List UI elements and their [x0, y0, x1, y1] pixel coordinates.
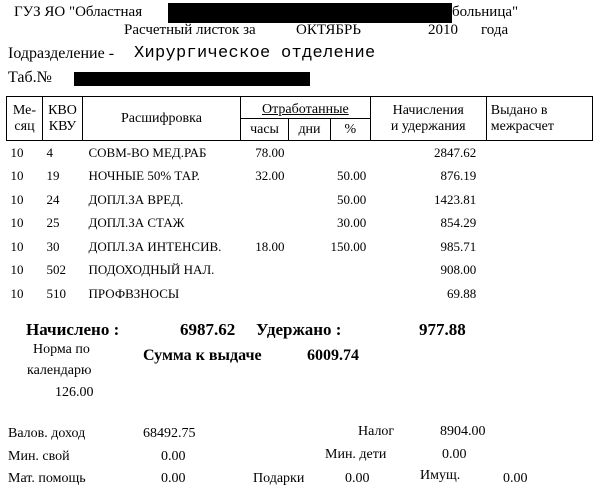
row-hours-cell: 32.00	[255, 168, 285, 184]
year-label: года	[481, 22, 509, 38]
tax-value: 8904.00	[440, 424, 486, 439]
row-days-cell	[289, 235, 331, 259]
row-days-cell	[289, 282, 331, 306]
col-worked-header: Отработанные	[241, 97, 371, 119]
table-row	[7, 212, 593, 236]
redacted-tab-number	[74, 72, 310, 86]
slip-year: 2010	[428, 22, 458, 38]
col-accrual-header: Начисления и удержания	[370, 97, 486, 141]
row-amount-cell: 2847.62	[434, 144, 477, 160]
property-value: 0.00	[503, 471, 528, 486]
payout-value: 6009.74	[307, 347, 359, 364]
department-value: Хирургическое отделение	[134, 44, 376, 63]
table-row	[7, 188, 593, 212]
row-paid-cell	[486, 188, 592, 212]
accrued-value: 6987.62	[180, 320, 236, 339]
row-percent-cell: 50.00	[337, 191, 367, 207]
row-amount-cell: 854.29	[440, 215, 477, 231]
row-percent-cell	[331, 259, 371, 283]
row-code-cell: 4	[46, 144, 53, 160]
row-amount-cell: 985.71	[440, 238, 477, 254]
row-paid-cell	[486, 282, 592, 306]
col-percent-header: %	[331, 119, 371, 141]
row-percent-cell	[331, 141, 371, 165]
min-children-value: 0.00	[442, 447, 467, 462]
table-row	[7, 259, 593, 283]
norm-label-line1: Норма по	[33, 342, 90, 357]
col-hours-header: часы	[241, 119, 289, 141]
withheld-value: 977.88	[419, 320, 466, 339]
row-description-cell: ДОПЛ.ЗА СТАЖ	[88, 215, 185, 231]
min-own-value: 0.00	[161, 449, 186, 464]
material-aid-label: Мат. помощь	[8, 471, 86, 486]
row-days-cell	[289, 165, 331, 189]
row-month-cell: 10	[10, 262, 24, 278]
row-description-cell: ПРОФВЗНОСЫ	[88, 285, 180, 301]
row-hours-cell	[241, 188, 289, 212]
row-month-cell: 10	[10, 285, 24, 301]
org-name-suffix: больница"	[452, 4, 519, 20]
row-description-cell: ДОПЛ.ЗА ВРЕД.	[88, 191, 184, 207]
gross-income-value: 68492.75	[143, 426, 196, 441]
col-paid-header: Выдано в межрасчет	[486, 97, 592, 141]
row-percent-cell: 150.00	[330, 238, 367, 254]
property-label: Имущ.	[420, 468, 461, 483]
redacted-org-name	[168, 3, 452, 23]
row-hours-cell: 18.00	[255, 238, 285, 254]
min-children-label: Мин. дети	[325, 447, 387, 462]
row-amount-cell: 1423.81	[434, 191, 477, 207]
row-code-cell: 30	[46, 238, 60, 254]
col-code-header: КВО КВУ	[43, 97, 83, 141]
row-amount-cell: 876.19	[440, 168, 477, 184]
row-days-cell	[289, 141, 331, 165]
row-paid-cell	[486, 141, 592, 165]
row-code-cell: 510	[46, 285, 66, 301]
payout-label: Сумма к выдаче	[143, 347, 262, 364]
row-percent-cell: 50.00	[337, 168, 367, 184]
row-hours-cell	[241, 212, 289, 236]
col-days-header: дни	[289, 119, 331, 141]
table-row	[7, 165, 593, 189]
row-paid-cell	[486, 165, 592, 189]
slip-month: ОКТЯБРЬ	[296, 22, 362, 38]
table-row	[7, 235, 593, 259]
row-days-cell	[289, 259, 331, 283]
row-description-cell: СОВМ-ВО МЕД.РАБ	[88, 144, 207, 160]
row-code-cell: 19	[46, 168, 60, 184]
row-month-cell: 10	[10, 144, 24, 160]
row-description-cell: НОЧНЫЕ 50% ТАР.	[88, 168, 200, 184]
row-month-cell: 10	[10, 168, 24, 184]
row-code-cell: 25	[46, 215, 60, 231]
row-description-cell: ПОДОХОДНЫЙ НАЛ.	[88, 262, 215, 278]
min-own-label: Мин. свой	[8, 449, 70, 464]
gross-income-label: Валов. доход	[8, 426, 86, 441]
row-amount-cell: 69.88	[447, 285, 477, 301]
table-row	[7, 282, 593, 306]
withheld-label: Удержано :	[256, 320, 342, 339]
row-month-cell: 10	[10, 238, 24, 254]
row-paid-cell	[486, 235, 592, 259]
table-row	[7, 141, 593, 165]
row-days-cell	[289, 212, 331, 236]
accrued-label: Начислено :	[26, 320, 120, 339]
gifts-label: Подарки	[253, 471, 305, 486]
row-code-cell: 502	[46, 262, 66, 278]
norm-label-line2: календарю	[27, 363, 92, 378]
row-percent-cell	[331, 282, 371, 306]
tab-number-label: Таб.№	[8, 69, 52, 86]
department-label: Iодразделение -	[8, 45, 115, 62]
row-days-cell	[289, 188, 331, 212]
org-name-prefix: ГУЗ ЯО "Областная	[14, 4, 143, 20]
row-amount-cell: 908.00	[440, 262, 477, 278]
row-code-cell: 24	[46, 191, 60, 207]
row-paid-cell	[486, 259, 592, 283]
row-hours-cell	[241, 282, 289, 306]
slip-label: Расчетный листок за	[124, 22, 256, 38]
row-percent-cell: 30.00	[337, 215, 367, 231]
norm-value: 126.00	[55, 385, 94, 400]
gifts-value: 0.00	[345, 471, 370, 486]
payroll-table	[6, 96, 593, 306]
col-month-header: Ме- сяц	[7, 97, 43, 141]
col-description-header: Расшифровка	[83, 97, 241, 141]
row-description-cell: ДОПЛ.ЗА ИНТЕНСИВ.	[88, 238, 222, 254]
row-hours-cell: 78.00	[255, 144, 285, 160]
row-hours-cell	[241, 259, 289, 283]
material-aid-value: 0.00	[161, 471, 186, 486]
row-month-cell: 10	[10, 191, 24, 207]
row-month-cell: 10	[10, 215, 24, 231]
row-paid-cell	[486, 212, 592, 236]
tax-label: Налог	[358, 424, 395, 439]
